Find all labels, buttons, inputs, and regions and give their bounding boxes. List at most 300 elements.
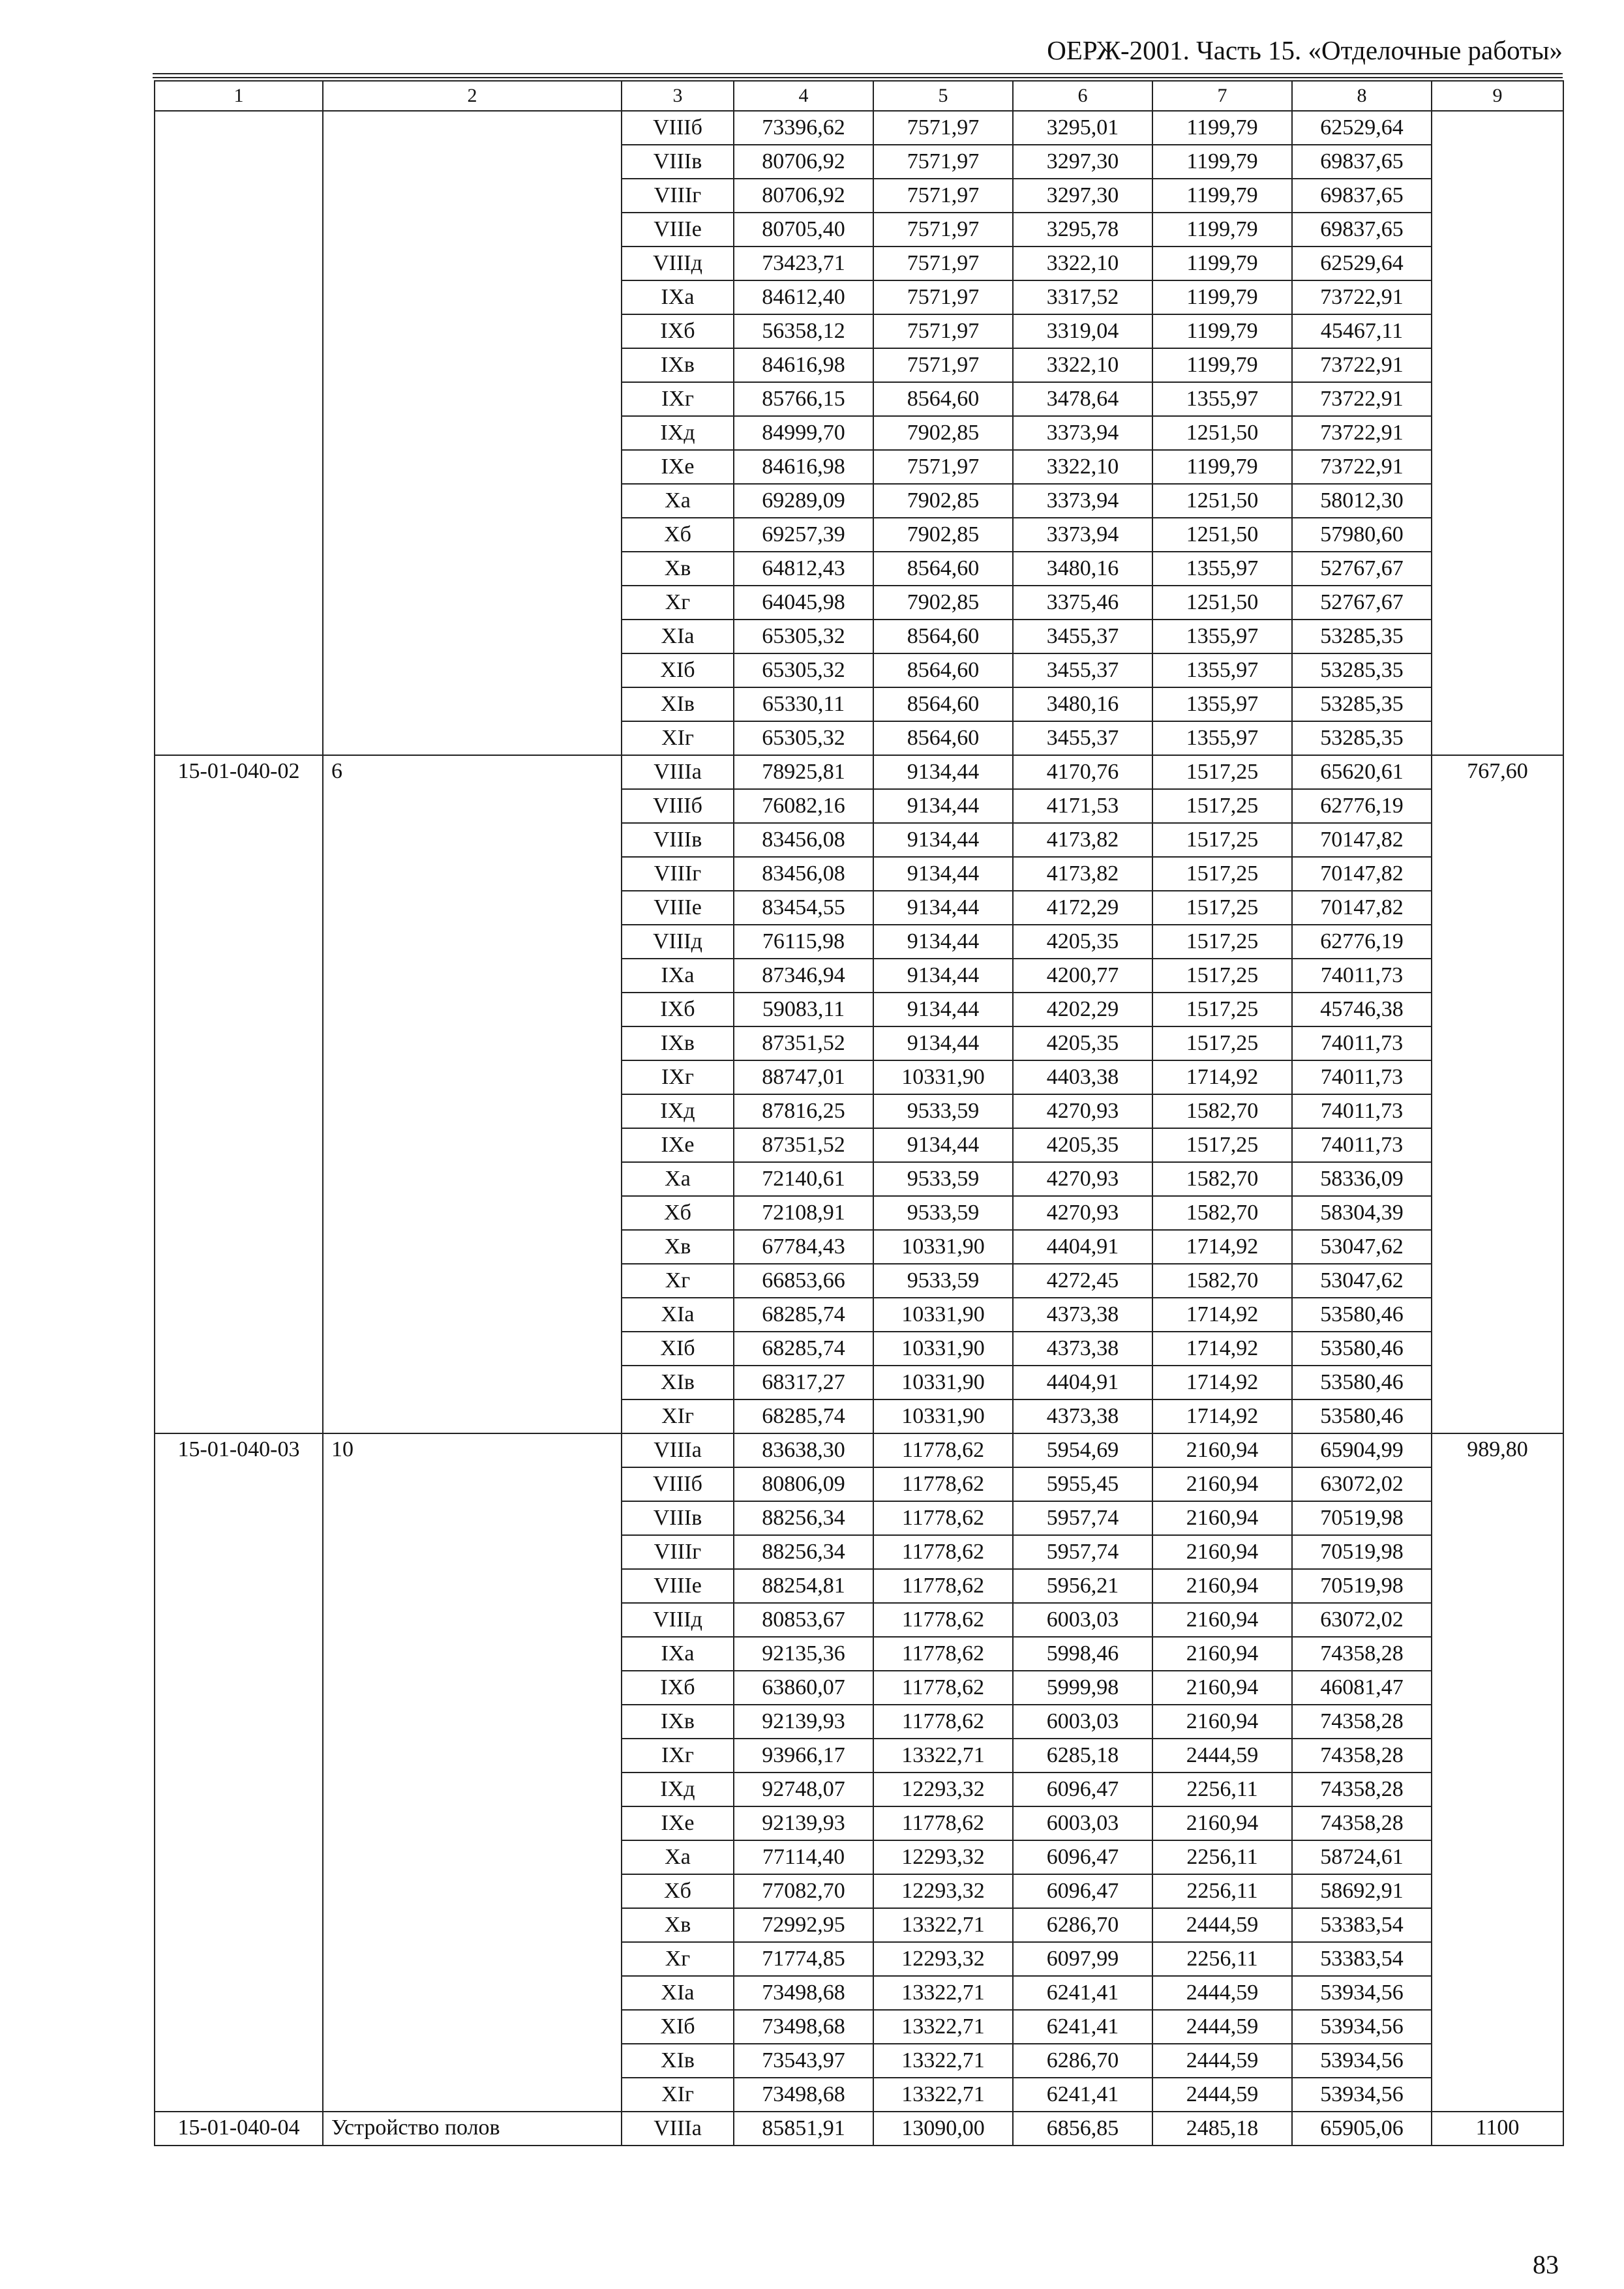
materials-cell: 65620,61 bbox=[1292, 755, 1432, 789]
wages-cell: 9134,44 bbox=[873, 755, 1013, 789]
direct-cost-cell: 85766,15 bbox=[734, 382, 873, 416]
materials-cell: 53285,35 bbox=[1292, 653, 1432, 687]
machines-cell: 3319,04 bbox=[1013, 314, 1152, 348]
direct-cost-cell: 68317,27 bbox=[734, 1366, 873, 1399]
direct-cost-cell: 73396,62 bbox=[734, 111, 873, 145]
zone-cell: IXа bbox=[622, 280, 734, 314]
wages-cell: 8564,60 bbox=[873, 721, 1013, 755]
machinist-wages-cell: 2444,59 bbox=[1152, 1908, 1292, 1942]
zone-cell: XIв bbox=[622, 1366, 734, 1399]
wages-cell: 11778,62 bbox=[873, 1637, 1013, 1671]
wages-cell: 8564,60 bbox=[873, 382, 1013, 416]
machinist-wages-cell: 1517,25 bbox=[1152, 959, 1292, 993]
wages-cell: 13322,71 bbox=[873, 2078, 1013, 2112]
materials-cell: 70147,82 bbox=[1292, 891, 1432, 925]
wages-cell: 11778,62 bbox=[873, 1705, 1013, 1739]
column-9-cell bbox=[1432, 111, 1563, 755]
wages-cell: 9134,44 bbox=[873, 789, 1013, 823]
direct-cost-cell: 80705,40 bbox=[734, 213, 873, 247]
zone-cell: Xг bbox=[622, 1942, 734, 1976]
zone-cell: Xв bbox=[622, 1230, 734, 1264]
column-number: 7 bbox=[1152, 81, 1292, 111]
table-body bbox=[155, 81, 1563, 2146]
machines-cell: 3317,52 bbox=[1013, 280, 1152, 314]
direct-cost-cell: 65305,32 bbox=[734, 620, 873, 653]
direct-cost-cell: 87351,52 bbox=[734, 1026, 873, 1060]
direct-cost-cell: 72992,95 bbox=[734, 1908, 873, 1942]
wages-cell: 7571,97 bbox=[873, 314, 1013, 348]
materials-cell: 62776,19 bbox=[1292, 789, 1432, 823]
zone-cell: IXе bbox=[622, 1806, 734, 1840]
zone-cell: VIIIг bbox=[622, 179, 734, 213]
wages-cell: 10331,90 bbox=[873, 1399, 1013, 1433]
machines-cell: 6856,85 bbox=[1013, 2112, 1152, 2146]
materials-cell: 45467,11 bbox=[1292, 314, 1432, 348]
materials-cell: 69837,65 bbox=[1292, 213, 1432, 247]
materials-cell: 70147,82 bbox=[1292, 857, 1432, 891]
materials-cell: 53580,46 bbox=[1292, 1399, 1432, 1433]
zone-cell: Xа bbox=[622, 1840, 734, 1874]
machines-cell: 5957,74 bbox=[1013, 1501, 1152, 1535]
machines-cell: 4205,35 bbox=[1013, 1026, 1152, 1060]
materials-cell: 53580,46 bbox=[1292, 1332, 1432, 1366]
direct-cost-cell: 83454,55 bbox=[734, 891, 873, 925]
direct-cost-cell: 73423,71 bbox=[734, 247, 873, 280]
machinist-wages-cell: 2160,94 bbox=[1152, 1569, 1292, 1603]
materials-cell: 74011,73 bbox=[1292, 1060, 1432, 1094]
machines-cell: 4404,91 bbox=[1013, 1366, 1152, 1399]
direct-cost-cell: 92139,93 bbox=[734, 1806, 873, 1840]
machines-cell: 6003,03 bbox=[1013, 1705, 1152, 1739]
machinist-wages-cell: 1714,92 bbox=[1152, 1298, 1292, 1332]
materials-cell: 74358,28 bbox=[1292, 1637, 1432, 1671]
zone-cell: Xа bbox=[622, 1162, 734, 1196]
direct-cost-cell: 76115,98 bbox=[734, 925, 873, 959]
machines-cell: 5956,21 bbox=[1013, 1569, 1152, 1603]
direct-cost-cell: 88256,34 bbox=[734, 1501, 873, 1535]
machines-cell: 4205,35 bbox=[1013, 1128, 1152, 1162]
wages-cell: 11778,62 bbox=[873, 1603, 1013, 1637]
materials-cell: 73722,91 bbox=[1292, 382, 1432, 416]
materials-cell: 52767,67 bbox=[1292, 552, 1432, 586]
machinist-wages-cell: 2160,94 bbox=[1152, 1603, 1292, 1637]
direct-cost-cell: 63860,07 bbox=[734, 1671, 873, 1705]
rates-table bbox=[154, 80, 1564, 2146]
machines-cell: 3322,10 bbox=[1013, 450, 1152, 484]
machines-cell: 6285,18 bbox=[1013, 1739, 1152, 1773]
direct-cost-cell: 73498,68 bbox=[734, 1976, 873, 2010]
zone-cell: Xа bbox=[622, 484, 734, 518]
zone-cell: XIв bbox=[622, 2044, 734, 2078]
machines-cell: 4205,35 bbox=[1013, 925, 1152, 959]
header-rule-double bbox=[153, 77, 1563, 78]
materials-cell: 53285,35 bbox=[1292, 620, 1432, 653]
wages-cell: 7571,97 bbox=[873, 348, 1013, 382]
zone-cell: VIIIв bbox=[622, 1501, 734, 1535]
materials-cell: 70519,98 bbox=[1292, 1569, 1432, 1603]
column-number: 2 bbox=[323, 81, 622, 111]
zone-cell: VIIIа bbox=[622, 1433, 734, 1467]
machinist-wages-cell: 1199,79 bbox=[1152, 280, 1292, 314]
wages-cell: 12293,32 bbox=[873, 1874, 1013, 1908]
zone-cell: IXе bbox=[622, 450, 734, 484]
wages-cell: 9134,44 bbox=[873, 857, 1013, 891]
materials-cell: 73722,91 bbox=[1292, 416, 1432, 450]
machinist-wages-cell: 1714,92 bbox=[1152, 1399, 1292, 1433]
wages-cell: 10331,90 bbox=[873, 1230, 1013, 1264]
machines-cell: 5954,69 bbox=[1013, 1433, 1152, 1467]
machines-cell: 3373,94 bbox=[1013, 484, 1152, 518]
page-number: 83 bbox=[1533, 2250, 1559, 2279]
machinist-wages-cell: 1199,79 bbox=[1152, 213, 1292, 247]
machinist-wages-cell: 1355,97 bbox=[1152, 687, 1292, 721]
machinist-wages-cell: 1714,92 bbox=[1152, 1060, 1292, 1094]
zone-cell: VIIIе bbox=[622, 213, 734, 247]
zone-cell: VIIIв bbox=[622, 145, 734, 179]
machinist-wages-cell: 2444,59 bbox=[1152, 1739, 1292, 1773]
column-number: 4 bbox=[734, 81, 873, 111]
zone-cell: IXб bbox=[622, 993, 734, 1026]
zone-cell: XIг bbox=[622, 1399, 734, 1433]
direct-cost-cell: 80706,92 bbox=[734, 179, 873, 213]
wages-cell: 9533,59 bbox=[873, 1094, 1013, 1128]
zone-cell: IXв bbox=[622, 1026, 734, 1060]
wages-cell: 13090,00 bbox=[873, 2112, 1013, 2146]
machines-cell: 6096,47 bbox=[1013, 1840, 1152, 1874]
column-number-row bbox=[155, 81, 1563, 111]
machinist-wages-cell: 1582,70 bbox=[1152, 1196, 1292, 1230]
zone-cell: IXг bbox=[622, 382, 734, 416]
wages-cell: 9134,44 bbox=[873, 891, 1013, 925]
machines-cell: 6241,41 bbox=[1013, 2078, 1152, 2112]
machines-cell: 6003,03 bbox=[1013, 1603, 1152, 1637]
wages-cell: 7902,85 bbox=[873, 484, 1013, 518]
wages-cell: 11778,62 bbox=[873, 1671, 1013, 1705]
direct-cost-cell: 64812,43 bbox=[734, 552, 873, 586]
machinist-wages-cell: 1199,79 bbox=[1152, 145, 1292, 179]
header-rule bbox=[153, 73, 1563, 74]
direct-cost-cell: 65330,11 bbox=[734, 687, 873, 721]
direct-cost-cell: 56358,12 bbox=[734, 314, 873, 348]
zone-cell: Xб bbox=[622, 1874, 734, 1908]
machines-cell: 5999,98 bbox=[1013, 1671, 1152, 1705]
zone-cell: VIIIд bbox=[622, 925, 734, 959]
wages-cell: 7902,85 bbox=[873, 416, 1013, 450]
machinist-wages-cell: 1517,25 bbox=[1152, 1128, 1292, 1162]
wages-cell: 13322,71 bbox=[873, 1739, 1013, 1773]
materials-cell: 62776,19 bbox=[1292, 925, 1432, 959]
materials-cell: 69837,65 bbox=[1292, 145, 1432, 179]
zone-cell: Xб bbox=[622, 1196, 734, 1230]
rate-name-cell bbox=[323, 111, 622, 755]
machines-cell: 3295,78 bbox=[1013, 213, 1152, 247]
zone-cell: IXб bbox=[622, 314, 734, 348]
machines-cell: 4171,53 bbox=[1013, 789, 1152, 823]
machinist-wages-cell: 1582,70 bbox=[1152, 1264, 1292, 1298]
direct-cost-cell: 80706,92 bbox=[734, 145, 873, 179]
materials-cell: 52767,67 bbox=[1292, 586, 1432, 620]
zone-cell: IXа bbox=[622, 959, 734, 993]
direct-cost-cell: 92139,93 bbox=[734, 1705, 873, 1739]
materials-cell: 74011,73 bbox=[1292, 1094, 1432, 1128]
materials-cell: 65904,99 bbox=[1292, 1433, 1432, 1467]
materials-cell: 58724,61 bbox=[1292, 1840, 1432, 1874]
machines-cell: 4172,29 bbox=[1013, 891, 1152, 925]
direct-cost-cell: 77114,40 bbox=[734, 1840, 873, 1874]
machines-cell: 3322,10 bbox=[1013, 247, 1152, 280]
direct-cost-cell: 80853,67 bbox=[734, 1603, 873, 1637]
wages-cell: 7571,97 bbox=[873, 450, 1013, 484]
machines-cell: 3375,46 bbox=[1013, 586, 1152, 620]
direct-cost-cell: 92748,07 bbox=[734, 1773, 873, 1806]
zone-cell: VIIIе bbox=[622, 1569, 734, 1603]
wages-cell: 13322,71 bbox=[873, 2044, 1013, 2078]
machines-cell: 4373,38 bbox=[1013, 1298, 1152, 1332]
zone-cell: XIг bbox=[622, 2078, 734, 2112]
column-9-cell: 767,60 bbox=[1432, 755, 1563, 1433]
materials-cell: 73722,91 bbox=[1292, 450, 1432, 484]
wages-cell: 12293,32 bbox=[873, 1942, 1013, 1976]
zone-cell: VIIIв bbox=[622, 823, 734, 857]
machines-cell: 3295,01 bbox=[1013, 111, 1152, 145]
wages-cell: 11778,62 bbox=[873, 1501, 1013, 1535]
materials-cell: 53934,56 bbox=[1292, 1976, 1432, 2010]
materials-cell: 73722,91 bbox=[1292, 280, 1432, 314]
zone-cell: XIа bbox=[622, 1976, 734, 2010]
materials-cell: 63072,02 bbox=[1292, 1467, 1432, 1501]
rate-code-cell: 15-01-040-03 bbox=[155, 1433, 323, 2112]
machines-cell: 6097,99 bbox=[1013, 1942, 1152, 1976]
machines-cell: 3297,30 bbox=[1013, 145, 1152, 179]
direct-cost-cell: 87351,52 bbox=[734, 1128, 873, 1162]
wages-cell: 12293,32 bbox=[873, 1840, 1013, 1874]
materials-cell: 53934,56 bbox=[1292, 2044, 1432, 2078]
machinist-wages-cell: 1199,79 bbox=[1152, 179, 1292, 213]
rate-code-cell bbox=[155, 111, 323, 755]
direct-cost-cell: 78925,81 bbox=[734, 755, 873, 789]
machines-cell: 3373,94 bbox=[1013, 518, 1152, 552]
materials-cell: 74358,28 bbox=[1292, 1773, 1432, 1806]
materials-cell: 53383,54 bbox=[1292, 1908, 1432, 1942]
direct-cost-cell: 73543,97 bbox=[734, 2044, 873, 2078]
wages-cell: 7571,97 bbox=[873, 247, 1013, 280]
materials-cell: 45746,38 bbox=[1292, 993, 1432, 1026]
direct-cost-cell: 88254,81 bbox=[734, 1569, 873, 1603]
machines-cell: 4272,45 bbox=[1013, 1264, 1152, 1298]
wages-cell: 8564,60 bbox=[873, 653, 1013, 687]
machines-cell: 4373,38 bbox=[1013, 1399, 1152, 1433]
machines-cell: 4403,38 bbox=[1013, 1060, 1152, 1094]
wages-cell: 12293,32 bbox=[873, 1773, 1013, 1806]
machines-cell: 4173,82 bbox=[1013, 857, 1152, 891]
column-number: 1 bbox=[155, 81, 323, 111]
wages-cell: 7571,97 bbox=[873, 213, 1013, 247]
direct-cost-cell: 76082,16 bbox=[734, 789, 873, 823]
machinist-wages-cell: 1714,92 bbox=[1152, 1366, 1292, 1399]
direct-cost-cell: 72140,61 bbox=[734, 1162, 873, 1196]
materials-cell: 53580,46 bbox=[1292, 1366, 1432, 1399]
machinist-wages-cell: 2256,11 bbox=[1152, 1942, 1292, 1976]
machinist-wages-cell: 1355,97 bbox=[1152, 653, 1292, 687]
zone-cell: IXг bbox=[622, 1060, 734, 1094]
wages-cell: 8564,60 bbox=[873, 687, 1013, 721]
direct-cost-cell: 87346,94 bbox=[734, 959, 873, 993]
materials-cell: 70519,98 bbox=[1292, 1501, 1432, 1535]
wages-cell: 7902,85 bbox=[873, 586, 1013, 620]
machines-cell: 3480,16 bbox=[1013, 687, 1152, 721]
machines-cell: 4270,93 bbox=[1013, 1196, 1152, 1230]
materials-cell: 53934,56 bbox=[1292, 2078, 1432, 2112]
machinist-wages-cell: 1714,92 bbox=[1152, 1332, 1292, 1366]
wages-cell: 7571,97 bbox=[873, 145, 1013, 179]
zone-cell: XIб bbox=[622, 1332, 734, 1366]
machines-cell: 6096,47 bbox=[1013, 1874, 1152, 1908]
machines-cell: 3480,16 bbox=[1013, 552, 1152, 586]
direct-cost-cell: 84612,40 bbox=[734, 280, 873, 314]
materials-cell: 73722,91 bbox=[1292, 348, 1432, 382]
machinist-wages-cell: 1517,25 bbox=[1152, 755, 1292, 789]
wages-cell: 13322,71 bbox=[873, 1976, 1013, 2010]
machines-cell: 5957,74 bbox=[1013, 1535, 1152, 1569]
machines-cell: 3322,10 bbox=[1013, 348, 1152, 382]
direct-cost-cell: 69257,39 bbox=[734, 518, 873, 552]
direct-cost-cell: 67784,43 bbox=[734, 1230, 873, 1264]
machinist-wages-cell: 1355,97 bbox=[1152, 552, 1292, 586]
column-number: 8 bbox=[1292, 81, 1432, 111]
wages-cell: 13322,71 bbox=[873, 1908, 1013, 1942]
machinist-wages-cell: 2160,94 bbox=[1152, 1637, 1292, 1671]
column-9-cell: 989,80 bbox=[1432, 1433, 1563, 2112]
materials-cell: 53047,62 bbox=[1292, 1264, 1432, 1298]
zone-cell: XIб bbox=[622, 2010, 734, 2044]
wages-cell: 7571,97 bbox=[873, 179, 1013, 213]
machines-cell: 5998,46 bbox=[1013, 1637, 1152, 1671]
wages-cell: 9134,44 bbox=[873, 993, 1013, 1026]
machines-cell: 6003,03 bbox=[1013, 1806, 1152, 1840]
zone-cell: VIIIд bbox=[622, 1603, 734, 1637]
wages-cell: 10331,90 bbox=[873, 1332, 1013, 1366]
direct-cost-cell: 68285,74 bbox=[734, 1399, 873, 1433]
table-row bbox=[155, 2112, 1563, 2146]
machinist-wages-cell: 1251,50 bbox=[1152, 416, 1292, 450]
wages-cell: 9533,59 bbox=[873, 1264, 1013, 1298]
zone-cell: VIIIг bbox=[622, 857, 734, 891]
machinist-wages-cell: 1251,50 bbox=[1152, 518, 1292, 552]
zone-cell: XIа bbox=[622, 620, 734, 653]
materials-cell: 46081,47 bbox=[1292, 1671, 1432, 1705]
materials-cell: 74011,73 bbox=[1292, 1026, 1432, 1060]
materials-cell: 62529,64 bbox=[1292, 247, 1432, 280]
rate-name-cell: 10 bbox=[323, 1433, 622, 2112]
machinist-wages-cell: 1517,25 bbox=[1152, 823, 1292, 857]
materials-cell: 58012,30 bbox=[1292, 484, 1432, 518]
machinist-wages-cell: 2256,11 bbox=[1152, 1840, 1292, 1874]
materials-cell: 74358,28 bbox=[1292, 1705, 1432, 1739]
machines-cell: 3478,64 bbox=[1013, 382, 1152, 416]
machinist-wages-cell: 2160,94 bbox=[1152, 1535, 1292, 1569]
materials-cell: 69837,65 bbox=[1292, 179, 1432, 213]
machinist-wages-cell: 2160,94 bbox=[1152, 1467, 1292, 1501]
machinist-wages-cell: 1199,79 bbox=[1152, 111, 1292, 145]
materials-cell: 74358,28 bbox=[1292, 1739, 1432, 1773]
materials-cell: 70519,98 bbox=[1292, 1535, 1432, 1569]
machinist-wages-cell: 2444,59 bbox=[1152, 2078, 1292, 2112]
wages-cell: 9134,44 bbox=[873, 1026, 1013, 1060]
direct-cost-cell: 87816,25 bbox=[734, 1094, 873, 1128]
zone-cell: VIIIе bbox=[622, 891, 734, 925]
wages-cell: 11778,62 bbox=[873, 1467, 1013, 1501]
direct-cost-cell: 59083,11 bbox=[734, 993, 873, 1026]
materials-cell: 53285,35 bbox=[1292, 721, 1432, 755]
machines-cell: 6286,70 bbox=[1013, 2044, 1152, 2078]
machines-cell: 6241,41 bbox=[1013, 1976, 1152, 2010]
machinist-wages-cell: 2160,94 bbox=[1152, 1501, 1292, 1535]
materials-cell: 70147,82 bbox=[1292, 823, 1432, 857]
zone-cell: IXб bbox=[622, 1671, 734, 1705]
wages-cell: 7571,97 bbox=[873, 111, 1013, 145]
direct-cost-cell: 65305,32 bbox=[734, 653, 873, 687]
machinist-wages-cell: 1199,79 bbox=[1152, 348, 1292, 382]
direct-cost-cell: 88747,01 bbox=[734, 1060, 873, 1094]
machines-cell: 4170,76 bbox=[1013, 755, 1152, 789]
zone-cell: VIIIб bbox=[622, 111, 734, 145]
machinist-wages-cell: 1355,97 bbox=[1152, 721, 1292, 755]
direct-cost-cell: 69289,09 bbox=[734, 484, 873, 518]
materials-cell: 53047,62 bbox=[1292, 1230, 1432, 1264]
direct-cost-cell: 88256,34 bbox=[734, 1535, 873, 1569]
rate-name-cell: Устройство полов bbox=[323, 2112, 622, 2146]
machinist-wages-cell: 1199,79 bbox=[1152, 314, 1292, 348]
zone-cell: IXв bbox=[622, 1705, 734, 1739]
direct-cost-cell: 84616,98 bbox=[734, 348, 873, 382]
zone-cell: VIIIд bbox=[622, 247, 734, 280]
zone-cell: XIг bbox=[622, 721, 734, 755]
wages-cell: 8564,60 bbox=[873, 620, 1013, 653]
machinist-wages-cell: 1517,25 bbox=[1152, 993, 1292, 1026]
machines-cell: 3373,94 bbox=[1013, 416, 1152, 450]
direct-cost-cell: 73498,68 bbox=[734, 2078, 873, 2112]
materials-cell: 58304,39 bbox=[1292, 1196, 1432, 1230]
zone-cell: VIIIб bbox=[622, 1467, 734, 1501]
column-number: 3 bbox=[622, 81, 734, 111]
machines-cell: 6096,47 bbox=[1013, 1773, 1152, 1806]
machines-cell: 3455,37 bbox=[1013, 721, 1152, 755]
machinist-wages-cell: 1517,25 bbox=[1152, 789, 1292, 823]
wages-cell: 11778,62 bbox=[873, 1806, 1013, 1840]
direct-cost-cell: 84616,98 bbox=[734, 450, 873, 484]
zone-cell: Xг bbox=[622, 1264, 734, 1298]
wages-cell: 13322,71 bbox=[873, 2010, 1013, 2044]
zone-cell: XIа bbox=[622, 1298, 734, 1332]
zone-cell: Xг bbox=[622, 586, 734, 620]
running-header: ОЕРЖ-2001. Часть 15. «Отделочные работы» bbox=[1047, 35, 1563, 65]
zone-cell: Xв bbox=[622, 552, 734, 586]
zone-cell: IXд bbox=[622, 1773, 734, 1806]
zone-cell: XIб bbox=[622, 653, 734, 687]
direct-cost-cell: 66853,66 bbox=[734, 1264, 873, 1298]
wages-cell: 9134,44 bbox=[873, 1128, 1013, 1162]
machines-cell: 3297,30 bbox=[1013, 179, 1152, 213]
direct-cost-cell: 84999,70 bbox=[734, 416, 873, 450]
direct-cost-cell: 71774,85 bbox=[734, 1942, 873, 1976]
materials-cell: 58336,09 bbox=[1292, 1162, 1432, 1196]
machinist-wages-cell: 2160,94 bbox=[1152, 1433, 1292, 1467]
machinist-wages-cell: 1251,50 bbox=[1152, 484, 1292, 518]
wages-cell: 10331,90 bbox=[873, 1298, 1013, 1332]
machines-cell: 4373,38 bbox=[1013, 1332, 1152, 1366]
machinist-wages-cell: 1199,79 bbox=[1152, 450, 1292, 484]
machinist-wages-cell: 1251,50 bbox=[1152, 586, 1292, 620]
